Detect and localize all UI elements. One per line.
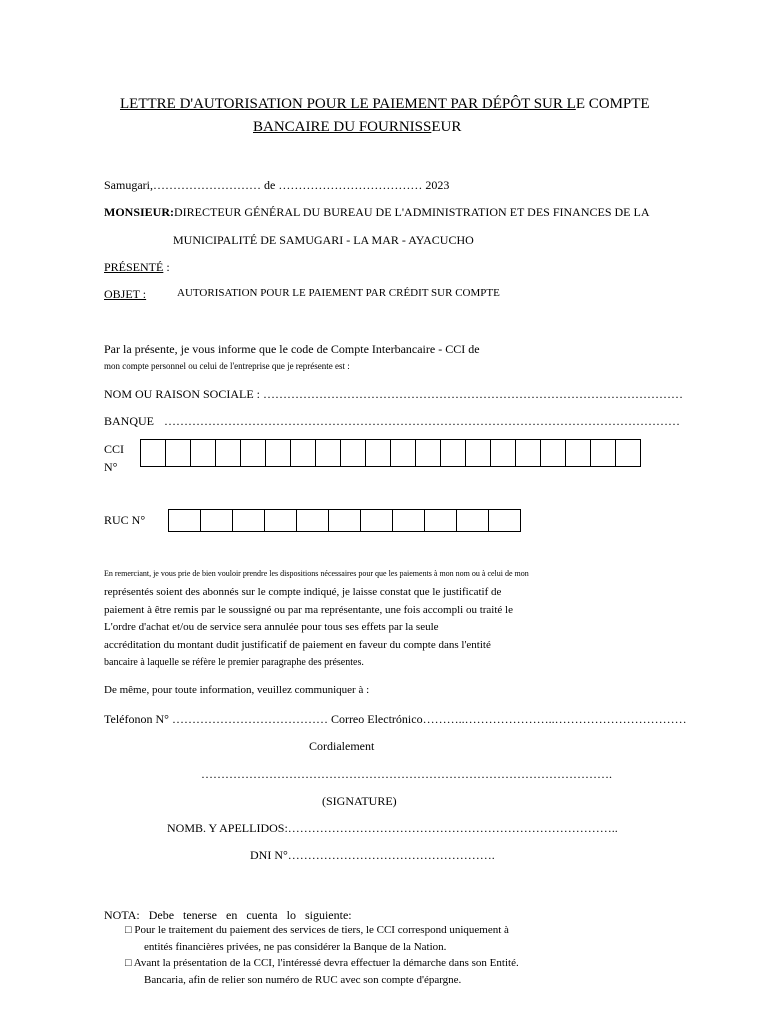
cci-digit-box[interactable] bbox=[490, 439, 516, 467]
addressee-label: MONSIEUR: bbox=[104, 205, 175, 219]
cci-digit-box[interactable] bbox=[540, 439, 566, 467]
ruc-digit-box[interactable] bbox=[232, 509, 265, 532]
ruc-digit-box[interactable] bbox=[296, 509, 329, 532]
body-line-4: accréditation du montant dudit justificatif de paiement en faveur du compte dans l'entité bbox=[104, 639, 491, 651]
nota-item-1-line-2: entités financières privées, ne pas considérer la Banque de la Nation. bbox=[144, 941, 447, 953]
cci-digit-box[interactable] bbox=[615, 439, 641, 467]
ruc-digit-box[interactable] bbox=[264, 509, 297, 532]
document-title-line-2 bbox=[253, 120, 461, 135]
nota-item-1-text: Pour le traitement du paiement des services de tiers, le CCI correspond uniquement à bbox=[131, 924, 509, 936]
ruc-number-boxes bbox=[168, 509, 521, 532]
cci-digit-box[interactable] bbox=[190, 439, 216, 467]
document-title-line-1 bbox=[120, 97, 650, 112]
contact-line: Teléfonon N° ………………………………… Correo Electrónico………..…………………..…………………………… bbox=[104, 712, 687, 726]
presente-label: PRÉSENTÉ bbox=[104, 260, 164, 274]
cci-digit-box[interactable] bbox=[415, 439, 441, 467]
ruc-digit-box[interactable] bbox=[456, 509, 489, 532]
banque-field-dots: ………………………………………………………………………………………………………………… bbox=[164, 415, 680, 427]
checkbox-bullet-icon: □ bbox=[125, 957, 132, 969]
signature-label: (SIGNATURE) bbox=[322, 794, 397, 808]
cci-digit-box[interactable] bbox=[590, 439, 616, 467]
cci-number-boxes bbox=[140, 439, 641, 467]
cci-label-2: N° bbox=[104, 460, 118, 474]
cci-digit-box[interactable] bbox=[565, 439, 591, 467]
signature-dots: …………………………………………………………………………………………. bbox=[201, 767, 612, 781]
addressee-line-1 bbox=[104, 206, 650, 218]
cci-digit-box[interactable] bbox=[165, 439, 191, 467]
ruc-digit-box[interactable] bbox=[328, 509, 361, 532]
cci-digit-box[interactable] bbox=[240, 439, 266, 467]
cci-digit-box[interactable] bbox=[315, 439, 341, 467]
cci-digit-box[interactable] bbox=[340, 439, 366, 467]
cci-digit-box[interactable] bbox=[140, 439, 166, 467]
ruc-digit-box[interactable] bbox=[488, 509, 521, 532]
nom-raison-sociale-field: NOM OU RAISON SOCIALE : …………………………………………………………………………………………… bbox=[104, 387, 684, 401]
title-underlined-part: LETTRE D'AUTORISATION POUR LE PAIEMENT PAR DÉPÔT SUR L bbox=[120, 96, 576, 112]
ruc-digit-box[interactable] bbox=[168, 509, 201, 532]
cci-digit-box[interactable] bbox=[215, 439, 241, 467]
cordialement-text: Cordialement bbox=[309, 739, 375, 753]
body-line-3: L'ordre d'achat et/ou de service sera annulée pour tous ses effets par la seule bbox=[104, 621, 439, 633]
ruc-digit-box[interactable] bbox=[424, 509, 457, 532]
body-line-5: bancaire à laquelle se réfère le premier paragraphe des présentes. bbox=[104, 657, 364, 668]
cci-digit-box[interactable] bbox=[515, 439, 541, 467]
ruc-digit-box[interactable] bbox=[200, 509, 233, 532]
dni-field: DNI N°……………………………………………. bbox=[250, 848, 495, 862]
body-line-1: représentés soient des abonnés sur le compte indiqué, je laisse constat que le justificatif de bbox=[104, 586, 502, 598]
body-small-line: En remerciant, je vous prie de bien vouloir prendre les dispositions nécessaires pour que les paiements à mon nom ou à celui de mon bbox=[104, 569, 529, 578]
presente-suffix: : bbox=[163, 260, 170, 274]
intro-line-2: mon compte personnel ou celui de l'entreprise que je représente est : bbox=[104, 361, 350, 371]
cci-digit-box[interactable] bbox=[365, 439, 391, 467]
objet-label: OBJET : bbox=[104, 287, 147, 301]
banque-label: BANQUE bbox=[104, 414, 154, 428]
nomb-apellidos-field: NOMB. Y APELLIDOS:……………………………………………………………………….. bbox=[167, 821, 618, 835]
title-underlined-part: BANCAIRE DU FOURNISS bbox=[253, 119, 432, 135]
nota-item-2-line-2: Bancaria, afin de relier son numéro de RUC avec son compte d'épargne. bbox=[144, 974, 462, 986]
cci-digit-box[interactable] bbox=[290, 439, 316, 467]
nota-label: NOTA: Debe tenerse en cuenta lo siguiente: bbox=[104, 908, 352, 922]
body-line-2: paiement à être remis par le soussigné ou par ma représentante, une fois accompli ou traité le bbox=[104, 604, 513, 616]
place-date-line: Samugari,……………………… de ……………………………… 2023 bbox=[104, 178, 450, 192]
cci-digit-box[interactable] bbox=[390, 439, 416, 467]
addressee-text: DIRECTEUR GÉNÉRAL DU BUREAU DE L'ADMINISTRATION ET DES FINANCES DE LA bbox=[174, 205, 650, 219]
cci-label-1: CCI bbox=[104, 442, 125, 456]
addressee-line-2: MUNICIPALITÉ DE SAMUGARI - LA MAR - AYACUCHO bbox=[173, 233, 474, 247]
nota-item-2-text: Avant la présentation de la CCI, l'intéressé devra effectuer la démarche dans son Entité. bbox=[131, 957, 519, 969]
ruc-digit-box[interactable] bbox=[360, 509, 393, 532]
title-rest-part: E COMPTE bbox=[575, 96, 650, 112]
checkbox-bullet-icon: □ bbox=[125, 924, 132, 936]
nota-item-2-line-1 bbox=[125, 958, 519, 969]
objet-text: AUTORISATION POUR LE PAIEMENT PAR CRÉDIT SUR COMPTE bbox=[177, 287, 500, 299]
ruc-digit-box[interactable] bbox=[392, 509, 425, 532]
cci-digit-box[interactable] bbox=[465, 439, 491, 467]
title-rest-part: EUR bbox=[431, 119, 462, 135]
contact-intro: De même, pour toute information, veuillez communiquer à : bbox=[104, 684, 370, 696]
intro-line-1: Par la présente, je vous informe que le code de Compte Interbancaire - CCI de bbox=[104, 342, 480, 356]
cci-digit-box[interactable] bbox=[440, 439, 466, 467]
nota-item-1-line-1 bbox=[125, 925, 509, 936]
presente-line bbox=[104, 261, 170, 273]
cci-digit-box[interactable] bbox=[265, 439, 291, 467]
ruc-label: RUC N° bbox=[104, 513, 146, 527]
